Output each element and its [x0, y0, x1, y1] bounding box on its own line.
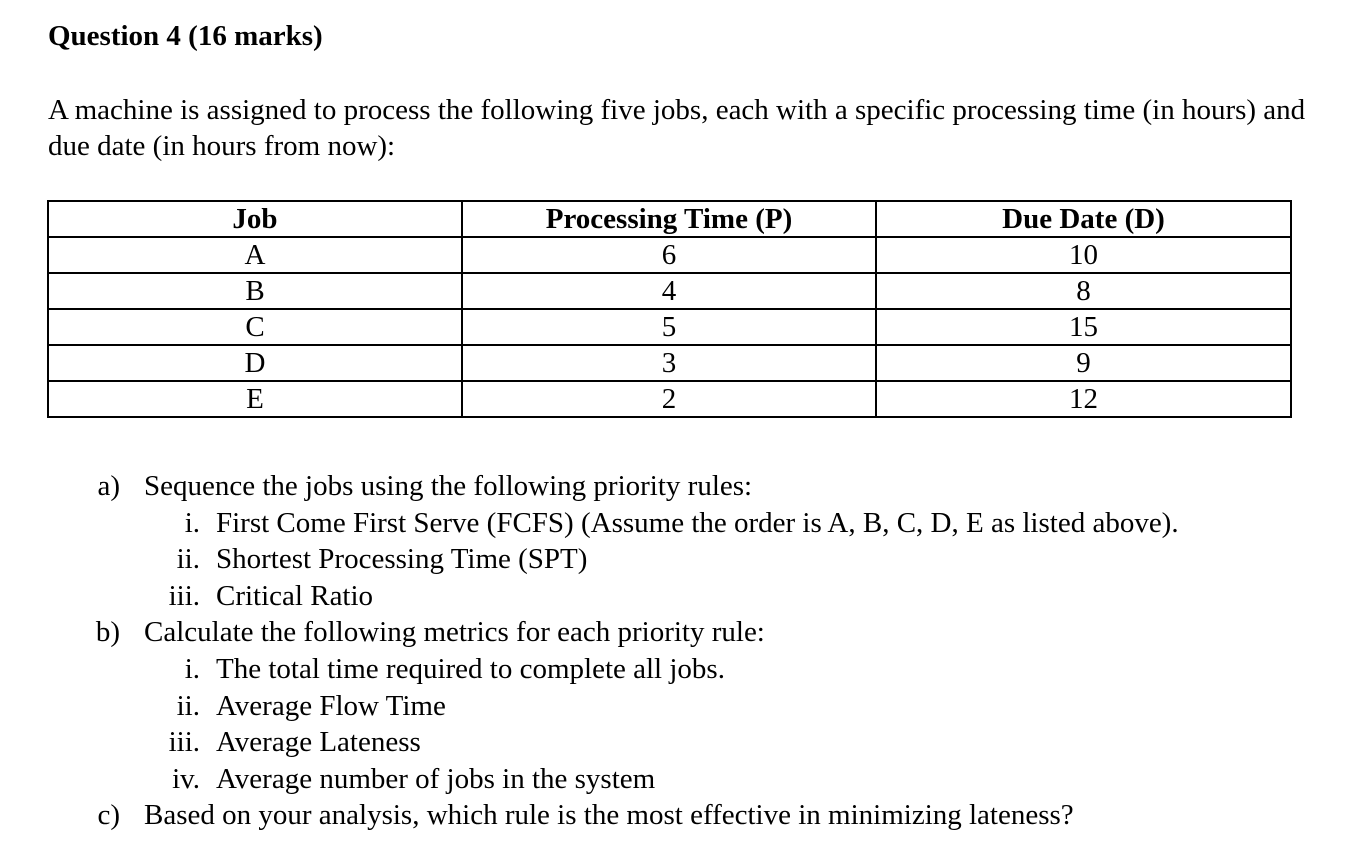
item-label: iii. [168, 726, 200, 759]
due-date-cell: 12 [876, 381, 1291, 417]
part-label: c) [97, 799, 120, 832]
item-text: Shortest Processing Time (SPT) [216, 543, 588, 576]
processing-time-cell: 2 [462, 381, 876, 417]
item-label: iii. [168, 579, 200, 612]
list-item [0, 761, 1362, 798]
due-date-cell: 9 [876, 345, 1291, 381]
part-c [0, 797, 1362, 834]
list-item [0, 688, 1362, 725]
question-heading: Question 4 (16 marks) [48, 20, 323, 52]
table-header-row [48, 201, 1291, 237]
item-label: ii. [176, 689, 200, 722]
intro-paragraph: A machine is assigned to process the following five jobs, each with a specific processing time (in hours) and due date (in hours from now): [48, 94, 1306, 162]
item-text: Average Flow Time [216, 689, 446, 722]
processing-time-cell: 5 [462, 309, 876, 345]
item-label: i. [184, 652, 200, 685]
part-text: Sequence the jobs using the following priority rules: [144, 470, 753, 502]
table-row [48, 273, 1291, 309]
due-date-cell: 15 [876, 309, 1291, 345]
list-item [0, 541, 1362, 578]
header-processing-time: Processing Time (P) [462, 201, 876, 237]
list-item [0, 505, 1362, 542]
item-label: iv. [172, 762, 200, 795]
list-item [0, 651, 1362, 688]
item-label: ii. [176, 543, 200, 576]
processing-time-cell: 4 [462, 273, 876, 309]
list-item [0, 578, 1362, 615]
processing-time-cell: 3 [462, 345, 876, 381]
due-date-cell: 10 [876, 237, 1291, 273]
part-label: a) [97, 470, 120, 502]
item-text: Critical Ratio [216, 579, 374, 612]
part-text: Calculate the following metrics for each priority rule: [144, 616, 765, 649]
job-cell: C [48, 309, 462, 345]
list-item [0, 724, 1362, 761]
part-a [0, 468, 1362, 505]
job-cell: D [48, 345, 462, 381]
processing-time-cell: 6 [462, 237, 876, 273]
question-parts [0, 468, 1362, 834]
table-row [48, 345, 1291, 381]
jobs-table [47, 200, 1292, 418]
table-row [48, 237, 1291, 273]
job-cell: E [48, 381, 462, 417]
part-label: b) [95, 616, 120, 649]
item-text: Average Lateness [216, 726, 421, 759]
table-row [48, 381, 1291, 417]
part-b [0, 614, 1362, 651]
header-due-date: Due Date (D) [876, 201, 1291, 237]
part-text: Based on your analysis, which rule is the most effective in minimizing lateness? [144, 799, 1074, 832]
item-text: First Come First Serve (FCFS) (Assume the order is A, B, C, D, E as listed above). [216, 506, 1179, 539]
item-label: i. [184, 506, 200, 539]
header-job: Job [48, 201, 462, 237]
item-text: The total time required to complete all jobs. [216, 652, 725, 685]
job-cell: B [48, 273, 462, 309]
item-text: Average number of jobs in the system [216, 762, 656, 795]
table-row [48, 309, 1291, 345]
job-cell: A [48, 237, 462, 273]
due-date-cell: 8 [876, 273, 1291, 309]
